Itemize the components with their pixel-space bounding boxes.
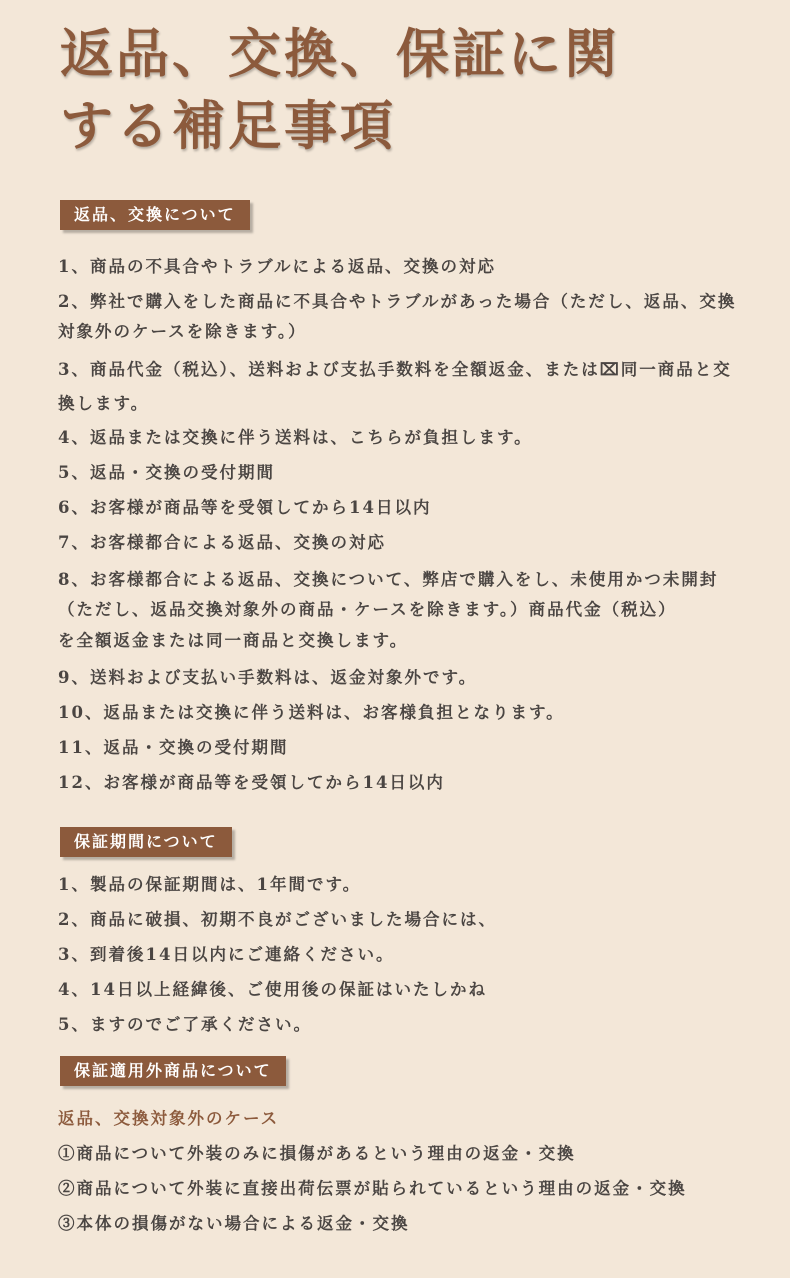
returns-line: 10、返品または交換に伴う送料は、お客様負担となります。 <box>58 703 565 722</box>
warranty-line: 5、ますのでご了承ください。 <box>58 1015 312 1034</box>
section-heading-returns: 返品、交換について <box>60 200 250 230</box>
page-title-line-1: 返品、交換、保証に関 <box>60 23 620 85</box>
returns-line: 8、お客様都合による返品、交換について、弊店で購入をし、未使用かつ未開封 <box>58 570 719 589</box>
warranty-line: 2、商品に破損、初期不良がございました場合には、 <box>58 910 497 929</box>
excluded-line: ①商品について外装のみに損傷があるという理由の返金・交換 <box>58 1144 576 1163</box>
section-heading-warranty: 保証期間について <box>60 827 232 857</box>
warranty-line: 1、製品の保証期間は、1年間です。 <box>58 875 362 894</box>
page-title <box>60 18 620 162</box>
returns-line: 11、返品・交換の受付期間 <box>58 738 289 757</box>
returns-line: 3、商品代金（税込）、送料および支払手数料を全額返金、または⌧同一商品と交 <box>58 360 732 379</box>
page-title-line-2: する補足事項 <box>60 95 396 157</box>
returns-line: 換します。 <box>58 394 150 413</box>
returns-line: 6、お客様が商品等を受領してから14日以内 <box>58 498 432 517</box>
returns-line: 12、お客様が商品等を受領してから14日以内 <box>58 773 445 792</box>
excluded-line: ③本体の損傷がない場合による返金・交換 <box>58 1214 410 1233</box>
returns-line: 7、お客様都合による返品、交換の対応 <box>58 533 386 552</box>
section-heading-excluded: 保証適用外商品について <box>60 1056 286 1086</box>
returns-line: 9、送料および支払い手数料は、返金対象外です。 <box>58 668 478 687</box>
returns-line: 対象外のケースを除きます。） <box>58 322 307 341</box>
returns-line: を全額返金または同一商品と交換します。 <box>58 631 409 650</box>
excluded-subheading: 返品、交換対象外のケース <box>58 1109 280 1128</box>
returns-line: 4、返品または交換に伴う送料は、こちらが負担します。 <box>58 428 533 447</box>
warranty-line: 4、14日以上経緯後、ご使用後の保証はいたしかね <box>58 980 487 999</box>
returns-line: 1、商品の不具合やトラブルによる返品、交換の対応 <box>58 257 496 276</box>
warranty-line: 3、到着後14日以内にご連絡ください。 <box>58 945 395 964</box>
returns-line: （ただし、返品交換対象外の商品・ケースを除きます。）商品代金（税込） <box>58 600 677 619</box>
returns-line: 2、弊社で購入をした商品に不具合やトラブルがあった場合（ただし、返品、交換 <box>58 292 737 311</box>
excluded-line: ②商品について外装に直接出荷伝票が貼られているという理由の返金・交換 <box>58 1179 687 1198</box>
returns-line: 5、返品・交換の受付期間 <box>58 463 275 482</box>
